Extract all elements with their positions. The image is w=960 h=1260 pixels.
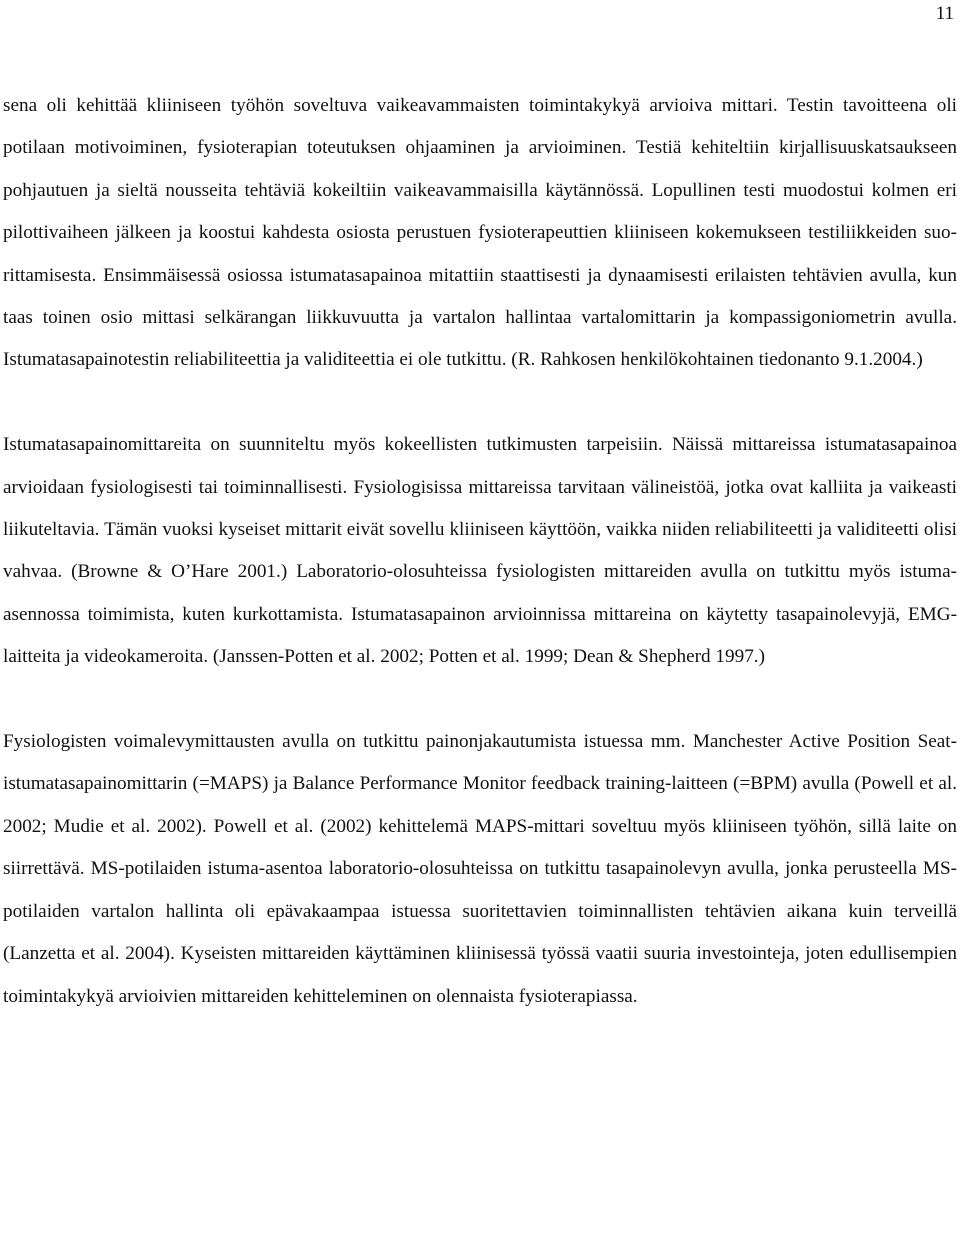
- paragraph-1: sena oli kehittää kliiniseen työhön soveltuva vaikeavammaisten toimintakykyä arvioiva mittari. Testin tavoitteena oli potilaan motivoiminen, fysioterapian toteutuksen ohjaaminen ja arvioiminen. Testiä kehiteltiin kirjallisuuskatsaukseen pohjautuen ja sieltä nousseita tehtäviä kokeiltiin vaikeavammaisilla käytännössä. Lopullinen testi muodostui kolmen eri pilottivaiheen jälkeen ja koostui kahdesta osiosta perustuen fysioterapeuttien kliiniseen kokemukseen testiliikkeiden suorittamisesta. Ensimmäisessä osiossa istumatasapainoa mitattiin staattisesti ja dynaamisesti erilaisten tehtävien avulla, kun taas toinen osio mittasi selkärangan liikkuvuutta ja vartalon hallintaa vartalomittarin ja kompassigoniometrin avulla. Istumatasapainotestin reliabiliteettia ja validiteettia ei ole tutkittu. (R. Rahkosen henkilökohtainen tiedonanto 9.1.2004.): [3, 95, 957, 371]
- paragraph-3: Fysiologisten voimalevymittausten avulla on tutkittu painonjakautumista istuessa mm. Manchester Active Position Seat-istumatasapainomittarin (=MAPS) ja Balance Performance Monitor feedback training-laitteen (=BPM) avulla (Powell et al. 2002; Mudie et al. 2002). Powell et al. (2002) kehittelemä MAPS-mittari soveltuu myös kliiniseen työhön, sillä laite on siirrettävä. MS-potilaiden istuma-asentoa laboratorio-olosuhteissa on tutkittu tasapainolevyn avulla, jonka perusteella MS-potilaiden vartalon hallinta oli epävakaampaa istuessa suoritettavien toiminnallisten tehtävien aikana kuin terveillä (Lanzetta et al. 2004). Kyseisten mittareiden käyttäminen kliinisessä työssä vaatii suuria investointeja, joten edullisempien toimintakykyä arvioivien mittareiden kehitteleminen on olennaista fysioterapiassa.: [3, 731, 957, 1007]
- paragraph-2: Istumatasapainomittareita on suunniteltu myös kokeellisten tutkimusten tarpeisiin. Näissä mittareissa istumatasapainoa arvioidaan fysiologisesti tai toiminnallisesti. Fysiologisissa mittareissa tarvitaan välineistöä, jotka ovat kalliita ja vaikeasti liikuteltavia. Tämän vuoksi kyseiset mittarit eivät sovellu kliiniseen käyttöön, vaikka niiden reliabiliteetti ja validiteetti olisi vahvaa. (Browne & O’Hare 2001.) Laboratorio-olosuhteissa fysiologisten mittareiden avulla on tutkittu myös istuma-asennossa toimimista, kuten kurkottamista. Istumatasapainon arvioinnissa mittareina on käytetty tasapainolevyjä, EMG-laitteita ja videokameroita. (Janssen-Potten et al. 2002; Potten et al. 1999; Dean & Shepherd 1997.): [3, 434, 957, 668]
- page-number: 11: [935, 3, 954, 24]
- document-body: [3, 85, 957, 1018]
